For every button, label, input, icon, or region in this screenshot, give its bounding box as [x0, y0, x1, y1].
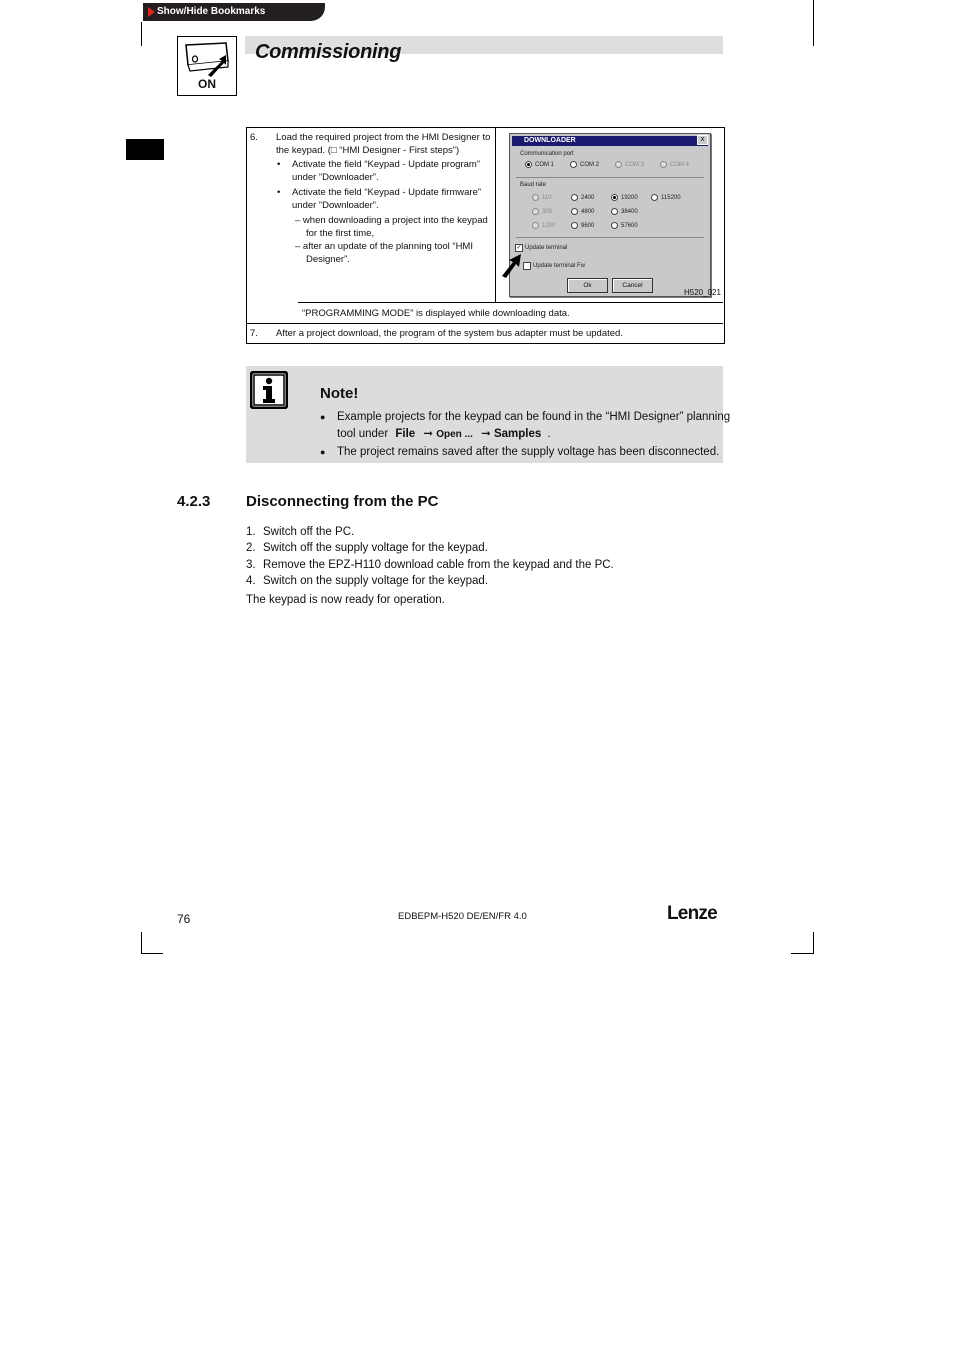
note-text: The project remains saved after the supply voltage has been disconnected. [337, 446, 720, 458]
close-icon[interactable]: x [697, 135, 708, 145]
crop-mark [141, 953, 163, 954]
baud-rate-label: Baud rate [520, 182, 547, 188]
table-divider [247, 323, 723, 324]
figure-label: H520_021 [684, 288, 721, 297]
on-label: ON [198, 77, 216, 91]
ok-button[interactable]: Ok [567, 278, 608, 293]
commissioning-on-icon [177, 36, 237, 96]
programming-mode-note: “PROGRAMMING MODE” is displayed while downloading data. [302, 308, 570, 319]
step-dash-text: for the first time, [306, 228, 375, 239]
bullet-icon: • [277, 159, 281, 170]
radio-com3 [615, 161, 622, 168]
step-bullet-text: under ”Downloader”. [292, 172, 379, 183]
page-title: Commissioning [255, 41, 402, 63]
com-label: COM 1 [535, 162, 555, 168]
note-text: Example projects for the keypad can be found in the “HMI Designer” planning [337, 411, 731, 423]
info-icon [250, 371, 288, 409]
comm-port-label: Communication port [520, 151, 574, 157]
radio-baud-selected[interactable] [611, 194, 618, 201]
note-text-line2 [337, 426, 551, 443]
crop-mark [141, 22, 142, 46]
show-hide-bookmarks-button[interactable] [143, 3, 325, 21]
arrow-right-icon: ➞ [481, 428, 491, 440]
update-terminal-fw-label: Update terminal Fw [533, 263, 586, 269]
step-number: 7. [250, 328, 258, 339]
arrow-right-icon: ➞ [423, 428, 434, 440]
baud-label: 115200 [661, 195, 681, 201]
cancel-button[interactable]: Cancel [612, 278, 653, 293]
step-text: the keypad. (□ “HMI Designer - First steps”) [276, 145, 460, 156]
crop-mark [141, 932, 142, 954]
pointer-arrow-icon [499, 252, 523, 278]
closing-text: The keypad is now ready for operation. [246, 594, 445, 606]
switch-icon [178, 37, 236, 81]
document-id: EDBEPM-H520 DE/EN/FR 4.0 [398, 911, 527, 922]
baud-label: 300 [542, 209, 553, 215]
list-item: Remove the EPZ-H110 download cable from the keypad and the PC. [263, 559, 614, 571]
step-dash-text: Designer”. [306, 254, 350, 265]
table-divider [495, 128, 496, 303]
chapter-tab-marker [126, 139, 164, 160]
radio-baud[interactable] [611, 208, 618, 215]
crop-mark [813, 932, 814, 954]
step-text: Load the required project from the HMI Designer to [276, 132, 491, 143]
lenze-logo: Lenze [667, 903, 717, 924]
radio-com1[interactable] [525, 161, 532, 168]
radio-baud[interactable] [611, 222, 618, 229]
baud-label: 57600 [621, 223, 638, 229]
menu-samples: Samples [493, 428, 542, 440]
update-terminal-label: Update terminal [525, 245, 568, 251]
step-text: After a project download, the program of the system bus adapter must be updated. [276, 328, 623, 339]
crop-mark [813, 0, 814, 46]
dialog-titlebar [512, 136, 708, 146]
baud-label: 110 [542, 195, 552, 201]
baud-label: 4800 [581, 209, 595, 215]
step-dash-text: – after an update of the planning tool “HMI [295, 241, 473, 252]
com-label: COM 4 [670, 162, 690, 168]
menu-file: File [395, 428, 416, 440]
list-item-number: 2. [246, 542, 256, 554]
bookmark-arrow-icon [148, 7, 155, 17]
radio-baud[interactable] [571, 194, 578, 201]
step-bullet-text: under ”Downloader”. [292, 200, 379, 211]
crop-mark [791, 953, 814, 954]
step-bullet-text: Activate the field “Keypad - Update program” [292, 159, 480, 170]
baud-label: 9600 [581, 223, 595, 229]
section-number: 4.2.3 [177, 493, 211, 510]
page-number: 76 [177, 912, 191, 926]
update-terminal-fw-checkbox[interactable] [523, 262, 531, 270]
dialog-title: DOWNLOADER [524, 137, 576, 144]
note-text: . [547, 428, 551, 440]
note-title: Note! [320, 385, 359, 402]
list-item-number: 3. [246, 559, 256, 571]
radio-baud[interactable] [571, 222, 578, 229]
downloader-dialog [509, 133, 711, 297]
baud-label: 38400 [621, 209, 638, 215]
table-divider [298, 302, 723, 303]
com-label: COM 2 [580, 162, 600, 168]
menu-open: Open ... [436, 429, 473, 440]
group-divider [516, 177, 704, 178]
list-item-number: 4. [246, 575, 256, 587]
radio-baud[interactable] [651, 194, 658, 201]
baud-label: 2400 [581, 195, 595, 201]
baud-label: 1200 [542, 223, 556, 229]
radio-baud [532, 208, 539, 215]
list-item: Switch off the PC. [263, 526, 355, 538]
list-item: Switch on the supply voltage for the keypad. [263, 575, 489, 587]
group-divider [516, 237, 704, 238]
radio-com2[interactable] [570, 161, 577, 168]
step-bullet-text: Activate the field “Keypad - Update firmware” [292, 187, 482, 198]
baud-label: 19200 [621, 195, 638, 201]
list-item-number: 1. [246, 526, 256, 538]
com-label: COM 3 [625, 162, 645, 168]
note-text: tool under [337, 428, 389, 440]
bookmarks-label: Show/Hide Bookmarks [157, 6, 266, 17]
radio-baud [532, 194, 539, 201]
step-dash-text: – when downloading a project into the keypad [295, 215, 488, 226]
radio-baud[interactable] [571, 208, 578, 215]
radio-com4 [660, 161, 667, 168]
bullet-icon: • [277, 187, 281, 198]
list-item: Switch off the supply voltage for the keypad. [263, 542, 488, 554]
bullet-icon: ● [320, 412, 326, 422]
radio-baud [532, 222, 539, 229]
step-number: 6. [250, 132, 258, 143]
update-terminal-checkbox[interactable]: ✓ [516, 245, 522, 251]
section-title: Disconnecting from the PC [246, 493, 439, 510]
bullet-icon: ● [320, 447, 326, 457]
